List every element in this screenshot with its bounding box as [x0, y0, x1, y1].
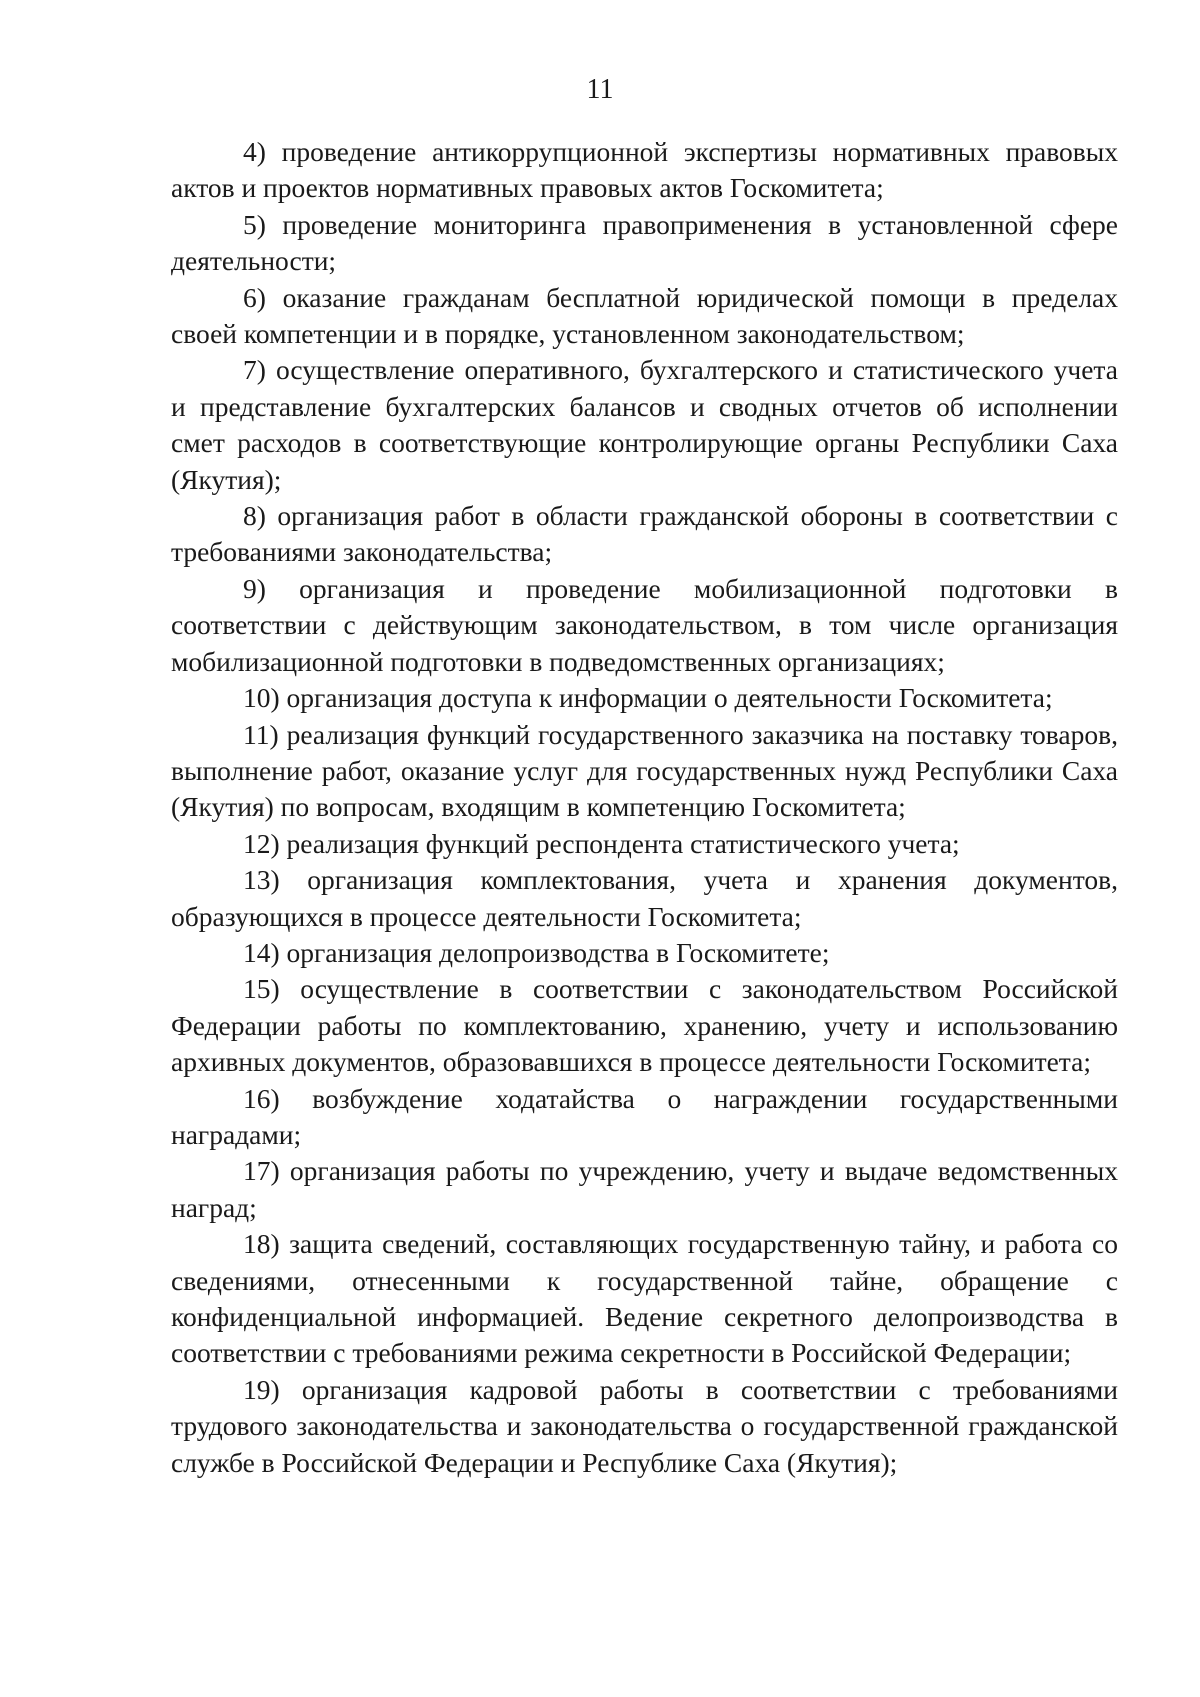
paragraph-item-8: 8) организация работ в области гражданской обороны в соответствии с требованиями законодательства; [171, 500, 1118, 568]
paragraph-item-19: 19) организация кадровой работы в соответствии с требованиями трудового законодательства и законодательства о государственной гражданской службе в Российской Федерации и Республике Саха (Якутия); [171, 1373, 1118, 1478]
paragraph-item-15: 15) осуществление в соответствии с законодательством Российской Федерации работы по комплектованию, хранению, учету и использованию архивных документов, образовавшихся в процессе деятельности Госкомитета; [171, 973, 1118, 1078]
paragraph-item-10: 10) организация доступа к информации о деятельности Госкомитета; [243, 682, 1053, 714]
paragraph-item-11: 11) реализация функций государственного заказчика на поставку товаров, выполнение работ, оказание услуг для государственных нужд Республики Саха (Якутия) по вопросам, входящим в компетенцию Госкомитета; [171, 718, 1118, 823]
paragraph-item-7: 7) осуществление оперативного, бухгалтерского и статистического учета и представление бухгалтерских балансов и сводных отчетов об исполнении смет расходов в соответствующие контролирующие органы Республики Саха (Якутия); [171, 354, 1118, 495]
page-number: 11 [586, 74, 614, 105]
paragraph-item-16: 16) возбуждение ходатайства о награждении государственными наградами; [171, 1082, 1118, 1150]
paragraph-item-12: 12) реализация функций респондента статистического учета; [243, 827, 960, 859]
paragraph-item-18: 18) защита сведений, составляющих государственную тайну, и работа со сведениями, отнесенными к государственной тайне, обращение с конфиденциальной информацией. Ведение секретного делопроизводства в соответствии с требованиями режима секретности в Российской Федерации; [171, 1228, 1118, 1369]
document-body [171, 134, 1118, 1481]
paragraph-item-14: 14) организация делопроизводства в Госкомитете; [243, 936, 830, 968]
paragraph-item-13: 13) организация комплектования, учета и хранения документов, образующихся в процессе деятельности Госкомитета; [171, 864, 1118, 932]
paragraph-item-17: 17) организация работы по учреждению, учету и выдаче ведомственных наград; [171, 1155, 1118, 1223]
paragraph-item-9: 9) организация и проведение мобилизационной подготовки в соответствии с действующим законодательством, в том числе организация мобилизационной подготовки в подведомственных организациях; [171, 572, 1118, 677]
paragraph-item-5: 5) проведение мониторинга правоприменения в установленной сфере деятельности; [171, 208, 1118, 277]
paragraph-item-6: 6) оказание гражданам бесплатной юридической помощи в пределах своей компетенции и в порядке, установленном законодательством; [171, 281, 1118, 350]
paragraph-item-4: 4) проведение антикоррупционной экспертизы нормативных правовых актов и проектов нормативных правовых актов Госкомитета; [171, 136, 1118, 204]
